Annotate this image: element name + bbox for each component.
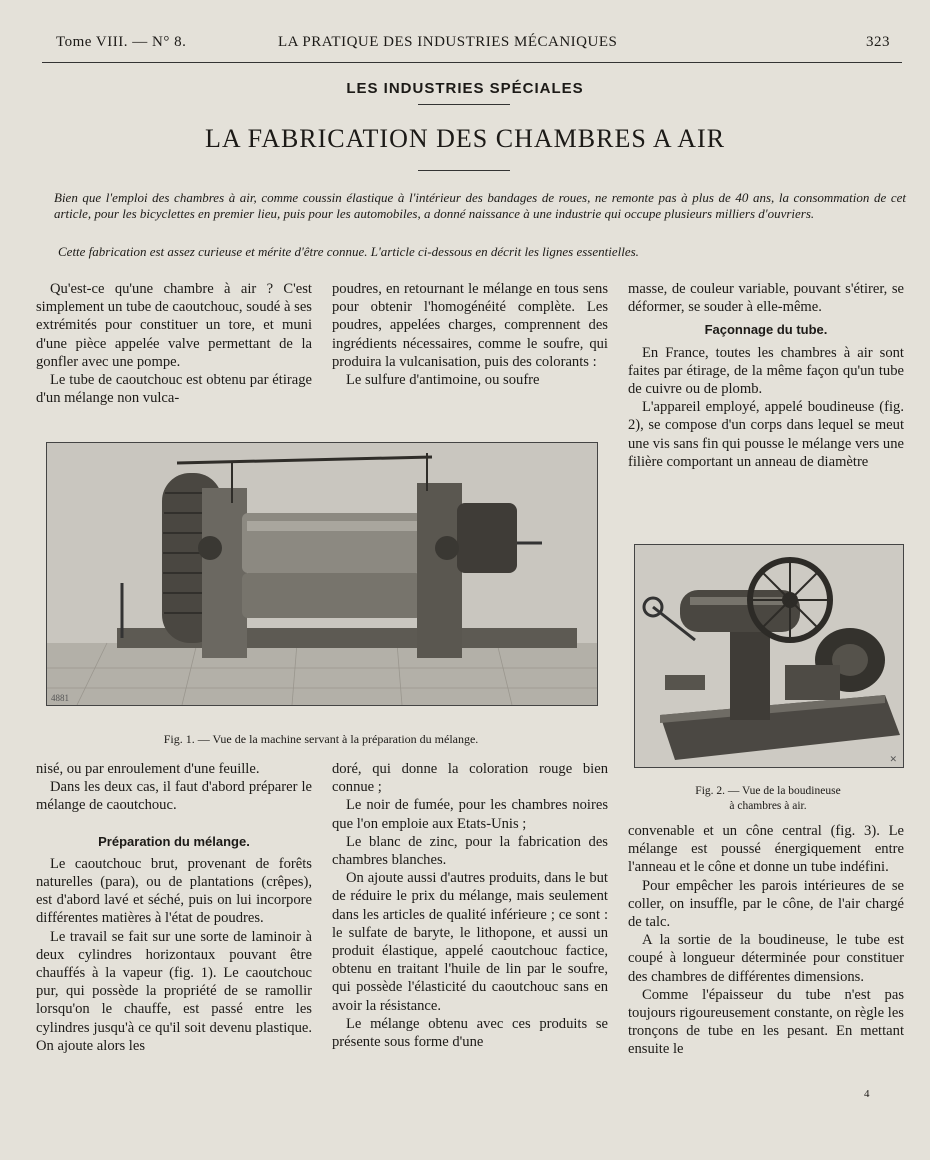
figure-2-tubing-machine <box>634 544 904 768</box>
mixing-mill-illustration <box>47 443 597 705</box>
paragraph: nisé, ou par enroulement d'une feuille. <box>36 761 260 777</box>
page-number: 323 <box>866 34 890 50</box>
paragraph: On ajoute aussi d'autres produits, dans le but de réduire le prix du mélange, mais seulement dans les articles de qualité inférieure ; ce sont : le sulfate de baryte, le lithopone, et aussi un produit élastique, appelé caoutchouc factice, obtenu en traitant l'huile de lin par le soufre, qui possède l'élasticité du caoutchouc sans en avoir la résistance. <box>332 870 608 1014</box>
figure-1-caption: Fig. 1. — Vue de la machine servant à la préparation du mélange. <box>163 732 479 746</box>
figure-2-caption-line-2: à chambres à air. <box>729 800 807 812</box>
paragraph: Le caoutchouc brut, provenant de forêts naturelles (para), ou de plantations (crêpes), est d'abord lavé et séché, puis on lui incorpore différentes matières à l'état de poudres. <box>36 855 312 927</box>
paragraph: Comme l'épaisseur du tube n'est pas toujours rigoureusement constante, on règle les tronçons de tube en les pesant. En mettant ensuite le <box>628 986 904 1058</box>
bottom-column-1 <box>36 760 312 1055</box>
top-column-3 <box>628 280 904 471</box>
paragraph: A la sortie de la boudineuse, le tube est coupé à longueur déterminée pour constituer des chambres de différentes dimensions. <box>628 932 904 985</box>
paragraph: Le sulfure d'antimoine, ou soufre <box>346 372 540 389</box>
intro-paragraph-2: Cette fabrication est assez curieuse et mérite d'être connue. L'article ci-dessous en décrit les lignes essentielles. <box>58 244 639 259</box>
figure-2-caption-line-1: Fig. 2. — Vue de la boudineuse <box>695 785 841 797</box>
paragraph: Dans les deux cas, il faut d'abord préparer le mélange de caoutchouc. <box>36 779 312 814</box>
paragraph: masse, de couleur variable, pouvant s'étirer, se déformer, se souder à elle-même. <box>628 281 904 316</box>
intro-paragraph-1: Bien que l'emploi des chambres à air, comme coussin élastique à l'intérieur des bandages de roues, ne remonte pas à plus de 40 ans, la consommation de cet article, pour les bicyclettes en premier lieu, puis pour les automobiles, a donné naissance à une industrie qui occupe plusieurs milliers d'ouvriers. <box>54 190 906 221</box>
figure-1-plate-mark: 4881 <box>51 693 69 703</box>
paragraph: Le tube de caoutchouc est obtenu par étirage d'un mélange non vulca- <box>36 372 312 407</box>
running-head-journal: LA PRATIQUE DES INDUSTRIES MÉCANIQUES <box>278 34 618 50</box>
title-rule <box>418 170 510 171</box>
paragraph: L'appareil employé, appelé boudineuse (fig. 2), se compose d'un corps dans lequel se meut une vis sans fin qui pousse le mélange vers une filière comportant un anneau de diamètre <box>628 399 905 470</box>
section-heading-faconnage: Façonnage du tube. <box>704 322 828 338</box>
tubing-machine-illustration <box>635 545 903 767</box>
running-head-volume: Tome VIII. — N° 8. <box>56 34 187 50</box>
paragraph: Le noir de fumée, pour les chambres noires que l'on emploie aux Etats-Unis ; <box>332 797 608 832</box>
paragraph: Qu'est-ce qu'une chambre à air ? C'est simplement un tube de caoutchouc, soudé à ses extrémités pour constituer un tore, et muni d'une pièce appelée valve permettant de la gonfler avec une pompe. <box>36 281 312 370</box>
section-heading-preparation: Préparation du mélange. <box>98 833 250 849</box>
figure-2-caption <box>634 784 902 814</box>
section-rule <box>418 104 510 105</box>
paragraph: Le mélange obtenu avec ces produits se présente sous forme d'une <box>332 1015 608 1051</box>
section-title: LES INDUSTRIES SPÉCIALES <box>346 80 584 97</box>
top-column-2 <box>332 280 608 389</box>
bottom-column-3 <box>628 822 904 1059</box>
bottom-column-2 <box>332 760 608 1051</box>
top-column-1 <box>36 280 312 407</box>
paragraph: doré, qui donne la coloration rouge bien connue ; <box>332 761 608 796</box>
figure-1-mixing-mill <box>46 442 598 706</box>
paragraph: En France, toutes les chambres à air sont faites par étirage, de la même façon qu'un tube de cuivre ou de plomb. <box>628 344 904 398</box>
paragraph: Le blanc de zinc, pour la fabrication des chambres blanches. <box>332 833 608 869</box>
paragraph: Pour empêcher les parois intérieures de se coller, on insuffle, par le cône, de l'air chargé de talc. <box>628 877 904 931</box>
paragraph: poudres, en retournant le mélange en tous sens pour obtenir l'homogénéité complète. Les poudres, appelées charges, comprennent des ingrédients nécessaires, comme le soufre, qui produira la vulcanisation, puis des colorants : <box>332 281 608 370</box>
paragraph: convenable et un cône central (fig. 3). Le mélange est poussé énergiquement entre l'anneau et le cône et donne un tube indéfini. <box>628 823 904 876</box>
paragraph: Le travail se fait sur une sorte de laminoir à deux cylindres horizontaux pouvant être chauffés à la vapeur (fig. 1). Le caoutchouc pur, qui possède la propriété de se ramollir lorsqu'on le chauffe, est passé entre les cylindres jusqu'à ce qu'il soit devenu plastique. On ajoute alors les <box>36 928 312 1054</box>
figure-2-plate-mark: ✕ <box>889 754 897 764</box>
article-title: LA FABRICATION DES CHAMBRES A AIR <box>204 124 726 153</box>
signature-mark: 4 <box>864 1088 870 1100</box>
header-rule <box>42 62 902 63</box>
